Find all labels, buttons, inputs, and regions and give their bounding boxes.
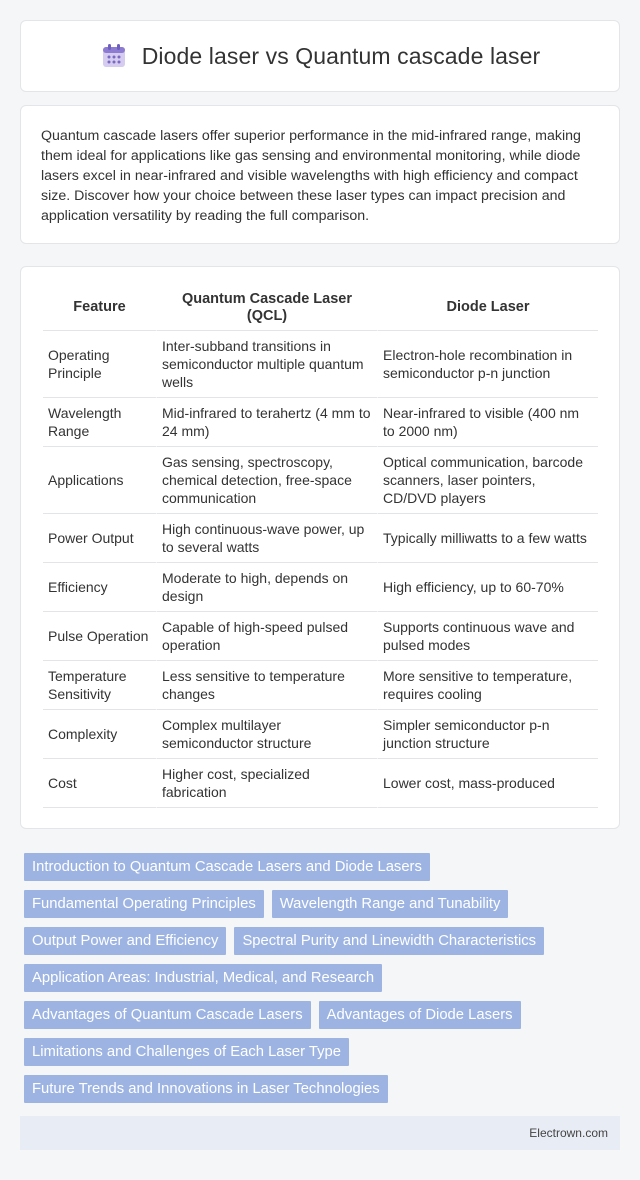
calendar-icon — [100, 42, 128, 70]
header-qcl: Quantum Cascade Laser (QCL) — [156, 285, 377, 331]
table-row — [43, 612, 598, 661]
topic-tag-qcl-advantages[interactable]: Advantages of Quantum Cascade Lasers — [24, 1001, 311, 1029]
table-row — [43, 447, 598, 514]
table-row — [43, 759, 598, 808]
comparison-table — [43, 285, 598, 808]
topic-tag-diode-advantages[interactable]: Advantages of Diode Lasers — [319, 1001, 521, 1029]
diode-cell: High efficiency, up to 60-70% — [377, 563, 598, 612]
feature-cell: Wavelength Range — [43, 398, 156, 447]
feature-cell: Cost — [43, 759, 156, 808]
feature-cell: Pulse Operation — [43, 612, 156, 661]
diode-cell: Simpler semiconductor p-n junction structure — [377, 710, 598, 759]
intro-card — [20, 105, 620, 244]
qcl-cell: Mid-infrared to terahertz (4 mm to 24 mm) — [156, 398, 377, 447]
qcl-cell: Higher cost, specialized fabrication — [156, 759, 377, 808]
qcl-cell: Less sensitive to temperature changes — [156, 661, 377, 710]
header-feature: Feature — [43, 285, 156, 331]
topic-tags — [20, 853, 620, 1103]
topic-tag-introduction[interactable]: Introduction to Quantum Cascade Lasers and Diode Lasers — [24, 853, 430, 881]
table-row — [43, 661, 598, 710]
qcl-cell: Capable of high-speed pulsed operation — [156, 612, 377, 661]
feature-cell: Power Output — [43, 514, 156, 563]
page-title: Diode laser vs Quantum cascade laser — [141, 42, 541, 69]
topic-tag-operating-principles[interactable]: Fundamental Operating Principles — [24, 890, 264, 918]
feature-cell: Operating Principle — [43, 331, 156, 398]
qcl-cell: High continuous-wave power, up to several watts — [156, 514, 377, 563]
diode-cell: Lower cost, mass-produced — [377, 759, 598, 808]
feature-cell: Efficiency — [43, 563, 156, 612]
diode-cell: Electron-hole recombination in semiconductor p-n junction — [377, 331, 598, 398]
diode-cell: Near-infrared to visible (400 nm to 2000 nm) — [377, 398, 598, 447]
table-row — [43, 514, 598, 563]
header-diode: Diode Laser — [377, 285, 598, 331]
feature-cell: Complexity — [43, 710, 156, 759]
feature-cell: Applications — [43, 447, 156, 514]
title-card — [20, 20, 620, 92]
qcl-cell: Inter-subband transitions in semiconductor multiple quantum wells — [156, 331, 377, 398]
intro-paragraph: Quantum cascade lasers offer superior performance in the mid-infrared range, making them ideal for applications like gas sensing and environmental monitoring, while diode lasers excel in near-infrared and visible wavelengths with high efficiency and compact size. Discover how your choice between these laser types can impact precision and application versatility by reading the full comparison. — [41, 128, 581, 224]
table-header-row — [43, 285, 598, 331]
table-row — [43, 331, 598, 398]
qcl-cell: Gas sensing, spectroscopy, chemical detection, free-space communication — [156, 447, 377, 514]
footer — [20, 1116, 620, 1150]
topic-tag-spectral-purity[interactable]: Spectral Purity and Linewidth Characteristics — [234, 927, 544, 955]
table-row — [43, 563, 598, 612]
diode-cell: Supports continuous wave and pulsed modes — [377, 612, 598, 661]
topic-tag-wavelength[interactable]: Wavelength Range and Tunability — [272, 890, 509, 918]
comparison-card — [20, 266, 620, 829]
topic-tag-applications[interactable]: Application Areas: Industrial, Medical, and Research — [24, 964, 382, 992]
qcl-cell: Complex multilayer semiconductor structure — [156, 710, 377, 759]
feature-cell: Temperature Sensitivity — [43, 661, 156, 710]
topic-tag-power-efficiency[interactable]: Output Power and Efficiency — [24, 927, 226, 955]
footer-brand[interactable]: Electrown.com — [529, 1126, 608, 1140]
topic-tag-future-trends[interactable]: Future Trends and Innovations in Laser Technologies — [24, 1075, 388, 1103]
qcl-cell: Moderate to high, depends on design — [156, 563, 377, 612]
topic-tag-limitations[interactable]: Limitations and Challenges of Each Laser Type — [24, 1038, 349, 1066]
table-row — [43, 398, 598, 447]
diode-cell: More sensitive to temperature, requires cooling — [377, 661, 598, 710]
diode-cell: Typically milliwatts to a few watts — [377, 514, 598, 563]
table-row — [43, 710, 598, 759]
diode-cell: Optical communication, barcode scanners, laser pointers, CD/DVD players — [377, 447, 598, 514]
